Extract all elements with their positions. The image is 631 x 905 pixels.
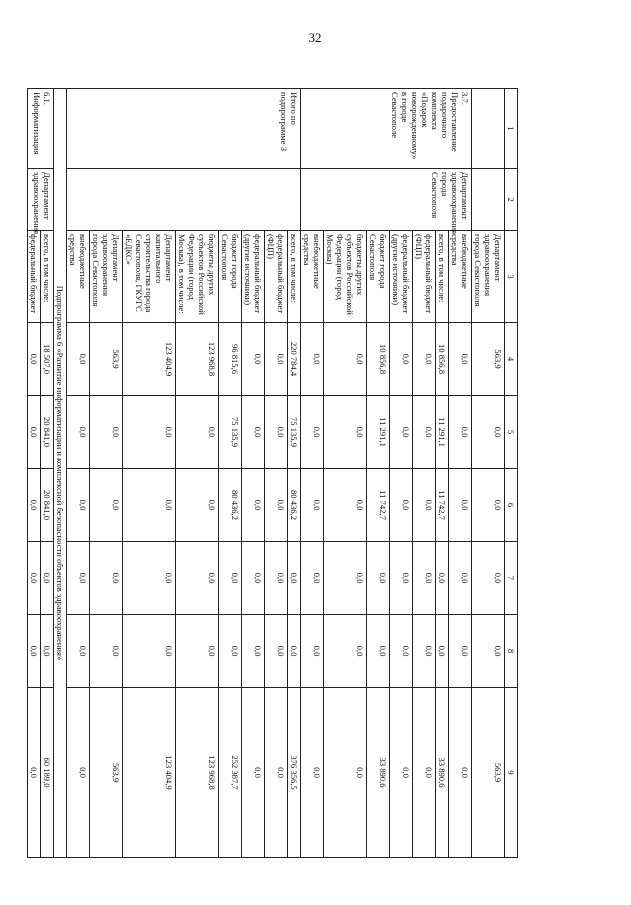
funding-source-cell: внебюджетные средства (301, 231, 324, 323)
value-cell: 0,0 (28, 469, 41, 542)
value-cell: 0,0 (265, 615, 288, 688)
value-cell: 0,0 (28, 542, 41, 615)
funding-source-cell: федеральный бюджет (другие источники) (242, 231, 265, 323)
value-cell: 0,0 (324, 396, 367, 469)
value-cell: 0,0 (301, 615, 324, 688)
header-cell: 2 (505, 169, 518, 231)
value-cell: 0,0 (301, 542, 324, 615)
value-cell: 80 436,2 (219, 469, 242, 542)
value-cell: 0,0 (390, 542, 413, 615)
value-cell: 20 841,0 (41, 469, 54, 542)
value-cell: 0,0 (176, 615, 219, 688)
value-cell: 123 968,8 (176, 323, 219, 396)
value-cell: 0,0 (390, 688, 413, 858)
value-cell: 0,0 (367, 615, 390, 688)
value-cell: 0,0 (242, 396, 265, 469)
value-cell: 0,0 (413, 469, 436, 542)
subprogram-title: Подпрограмма 6 «Развитие информатизации и комплексной безопасности объектов здравоохранения» (54, 89, 67, 858)
value-cell: 0,0 (390, 615, 413, 688)
value-cell: 0,0 (413, 323, 436, 396)
value-cell: 33 890,6 (367, 688, 390, 858)
value-cell: 0,0 (265, 542, 288, 615)
value-cell: 0,0 (67, 469, 90, 542)
value-cell: 0,0 (413, 615, 436, 688)
value-cell: 0,0 (90, 542, 123, 615)
header-cell: 4 (505, 323, 518, 396)
value-cell: 0,0 (413, 688, 436, 858)
table-row (288, 89, 301, 858)
empty-cell (472, 89, 505, 169)
table-row (472, 89, 505, 858)
value-cell: 123 968,8 (176, 688, 219, 858)
funding-source-cell: федеральный бюджет (ФЦП) (265, 231, 288, 323)
value-cell: 0,0 (67, 542, 90, 615)
value-cell: 0,0 (242, 688, 265, 858)
funding-source-cell: всего, в том числе: (41, 231, 54, 323)
value-cell: 0,0 (288, 542, 301, 615)
value-cell: 60 189,0 (41, 688, 54, 858)
value-cell: 0,0 (28, 688, 41, 858)
funding-source-cell: бюджет города Севастополя (367, 231, 390, 323)
value-cell: 18 507,0 (41, 323, 54, 396)
table-row (449, 89, 472, 858)
value-cell: 0,0 (301, 323, 324, 396)
value-cell: 0,0 (324, 542, 367, 615)
value-cell: 0,0 (242, 323, 265, 396)
value-cell: 0,0 (472, 396, 505, 469)
funding-source-cell: федеральный бюджет (ФЦП) (413, 231, 436, 323)
executor-cell (67, 169, 301, 231)
value-cell: 11 742,7 (367, 469, 390, 542)
value-cell: 123 404,9 (123, 323, 176, 396)
value-cell: 0,0 (67, 688, 90, 858)
value-cell: 563,9 (90, 323, 123, 396)
value-cell: 0,0 (301, 396, 324, 469)
value-cell: 252 387,7 (219, 688, 242, 858)
subprogram-row (54, 89, 67, 858)
funding-source-cell: федеральный бюджет (28, 231, 41, 323)
rotated-table-container (29, 88, 518, 857)
value-cell: 0,0 (123, 615, 176, 688)
value-cell: 80 436,2 (288, 469, 301, 542)
value-cell: 0,0 (449, 323, 472, 396)
value-cell: 0,0 (242, 615, 265, 688)
value-cell: 0,0 (449, 615, 472, 688)
header-cell: 5 (505, 396, 518, 469)
header-row (505, 89, 518, 858)
header-cell: 3 (505, 231, 518, 323)
funding-source-cell: бюджет города Севастополя (219, 231, 242, 323)
value-cell: 563,9 (90, 688, 123, 858)
value-cell: 0,0 (265, 469, 288, 542)
value-cell: 11 742,7 (436, 469, 449, 542)
funding-source-cell: Департамент капитального строительства города Севастополя, ГКУГС «ЕДКС» (123, 231, 176, 323)
value-cell: 0,0 (123, 396, 176, 469)
value-cell: 0,0 (176, 469, 219, 542)
value-cell: 0,0 (324, 469, 367, 542)
value-cell: 0,0 (449, 469, 472, 542)
executor-cell: Департамент здравоохранения города Севастополя (301, 169, 472, 231)
value-cell: 563,9 (472, 323, 505, 396)
value-cell: 0,0 (390, 469, 413, 542)
value-cell: 0,0 (472, 469, 505, 542)
executor-cell: Департамент здравоохранения (28, 169, 54, 231)
value-cell: 123 404,9 (123, 688, 176, 858)
value-cell: 0,0 (242, 469, 265, 542)
value-cell: 0,0 (472, 615, 505, 688)
value-cell: 0,0 (265, 688, 288, 858)
value-cell: 0,0 (390, 323, 413, 396)
value-cell: 0,0 (449, 542, 472, 615)
value-cell: 0,0 (324, 688, 367, 858)
value-cell: 0,0 (90, 615, 123, 688)
table-row (41, 89, 54, 858)
empty-cell (472, 169, 505, 231)
value-cell: 75 135,9 (219, 396, 242, 469)
value-cell: 20 841,0 (41, 396, 54, 469)
value-cell: 376 356,5 (288, 688, 301, 858)
header-cell: 6 (505, 469, 518, 542)
value-cell: 0,0 (324, 323, 367, 396)
value-cell: 0,0 (90, 469, 123, 542)
value-cell: 0,0 (90, 396, 123, 469)
value-cell: 0,0 (242, 542, 265, 615)
value-cell: 0,0 (301, 469, 324, 542)
funding-source-cell: федеральный бюджет (другие источники) (390, 231, 413, 323)
value-cell: 0,0 (449, 688, 472, 858)
funding-source-cell: Департамент здравоохранения города Севастополя (90, 231, 123, 323)
value-cell: 0,0 (413, 396, 436, 469)
funding-source-cell: всего, в том числе: (288, 231, 301, 323)
measure-name-cell: Итого по подпрограмме 3 (67, 89, 301, 169)
value-cell: 0,0 (41, 615, 54, 688)
value-cell: 220 784,4 (288, 323, 301, 396)
page-number: 32 (308, 30, 322, 45)
value-cell: 0,0 (67, 323, 90, 396)
value-cell: 0,0 (28, 323, 41, 396)
table-body (28, 89, 505, 858)
header-cell: 7 (505, 542, 518, 615)
value-cell: 0,0 (123, 542, 176, 615)
value-cell: 0,0 (436, 542, 449, 615)
value-cell: 11 291,1 (436, 396, 449, 469)
value-cell: 0,0 (436, 615, 449, 688)
value-cell: 0,0 (324, 615, 367, 688)
value-cell: 96 815,6 (219, 323, 242, 396)
value-cell: 0,0 (265, 323, 288, 396)
value-cell: 0,0 (67, 396, 90, 469)
measure-name-cell: 6.1. Информатизация (28, 89, 54, 169)
value-cell: 33 890,6 (436, 688, 449, 858)
value-cell: 0,0 (288, 615, 301, 688)
funding-source-cell: всего, в том числе: (436, 231, 449, 323)
funding-source-cell: внебюджетные средства (449, 231, 472, 323)
header-cell: 8 (505, 615, 518, 688)
funding-source-cell: бюджеты других субъектов Российской Федерации (город Москва), в том числе: (176, 231, 219, 323)
funding-source-cell: бюджеты других субъектов Российской Федерации (город Москва) (324, 231, 367, 323)
value-cell: 10 856,8 (436, 323, 449, 396)
measure-name-cell: 3.7. Предоставление подарочного комплекта «Подарок новорожденному» в городе Севастополе (301, 89, 472, 169)
header-cell: 1 (505, 89, 518, 169)
value-cell: 0,0 (413, 542, 436, 615)
value-cell: 0,0 (472, 542, 505, 615)
value-cell: 563,9 (472, 688, 505, 858)
value-cell: 0,0 (367, 542, 390, 615)
value-cell: 11 291,1 (367, 396, 390, 469)
value-cell: 0,0 (449, 396, 472, 469)
funding-source-cell: Департамент здравоохранения города Севастополя (472, 231, 505, 323)
value-cell: 0,0 (265, 396, 288, 469)
value-cell: 0,0 (301, 688, 324, 858)
value-cell: 0,0 (28, 396, 41, 469)
value-cell: 0,0 (390, 396, 413, 469)
value-cell: 10 856,8 (367, 323, 390, 396)
funding-source-cell: внебюджетные средства (67, 231, 90, 323)
value-cell: 0,0 (176, 542, 219, 615)
value-cell: 0,0 (41, 542, 54, 615)
value-cell: 0,0 (28, 615, 41, 688)
value-cell: 0,0 (219, 615, 242, 688)
value-cell: 75 135,9 (288, 396, 301, 469)
value-cell: 0,0 (67, 615, 90, 688)
value-cell: 0,0 (176, 396, 219, 469)
value-cell: 0,0 (219, 542, 242, 615)
budget-table (27, 88, 518, 858)
value-cell: 0,0 (123, 469, 176, 542)
header-cell: 9 (505, 688, 518, 858)
